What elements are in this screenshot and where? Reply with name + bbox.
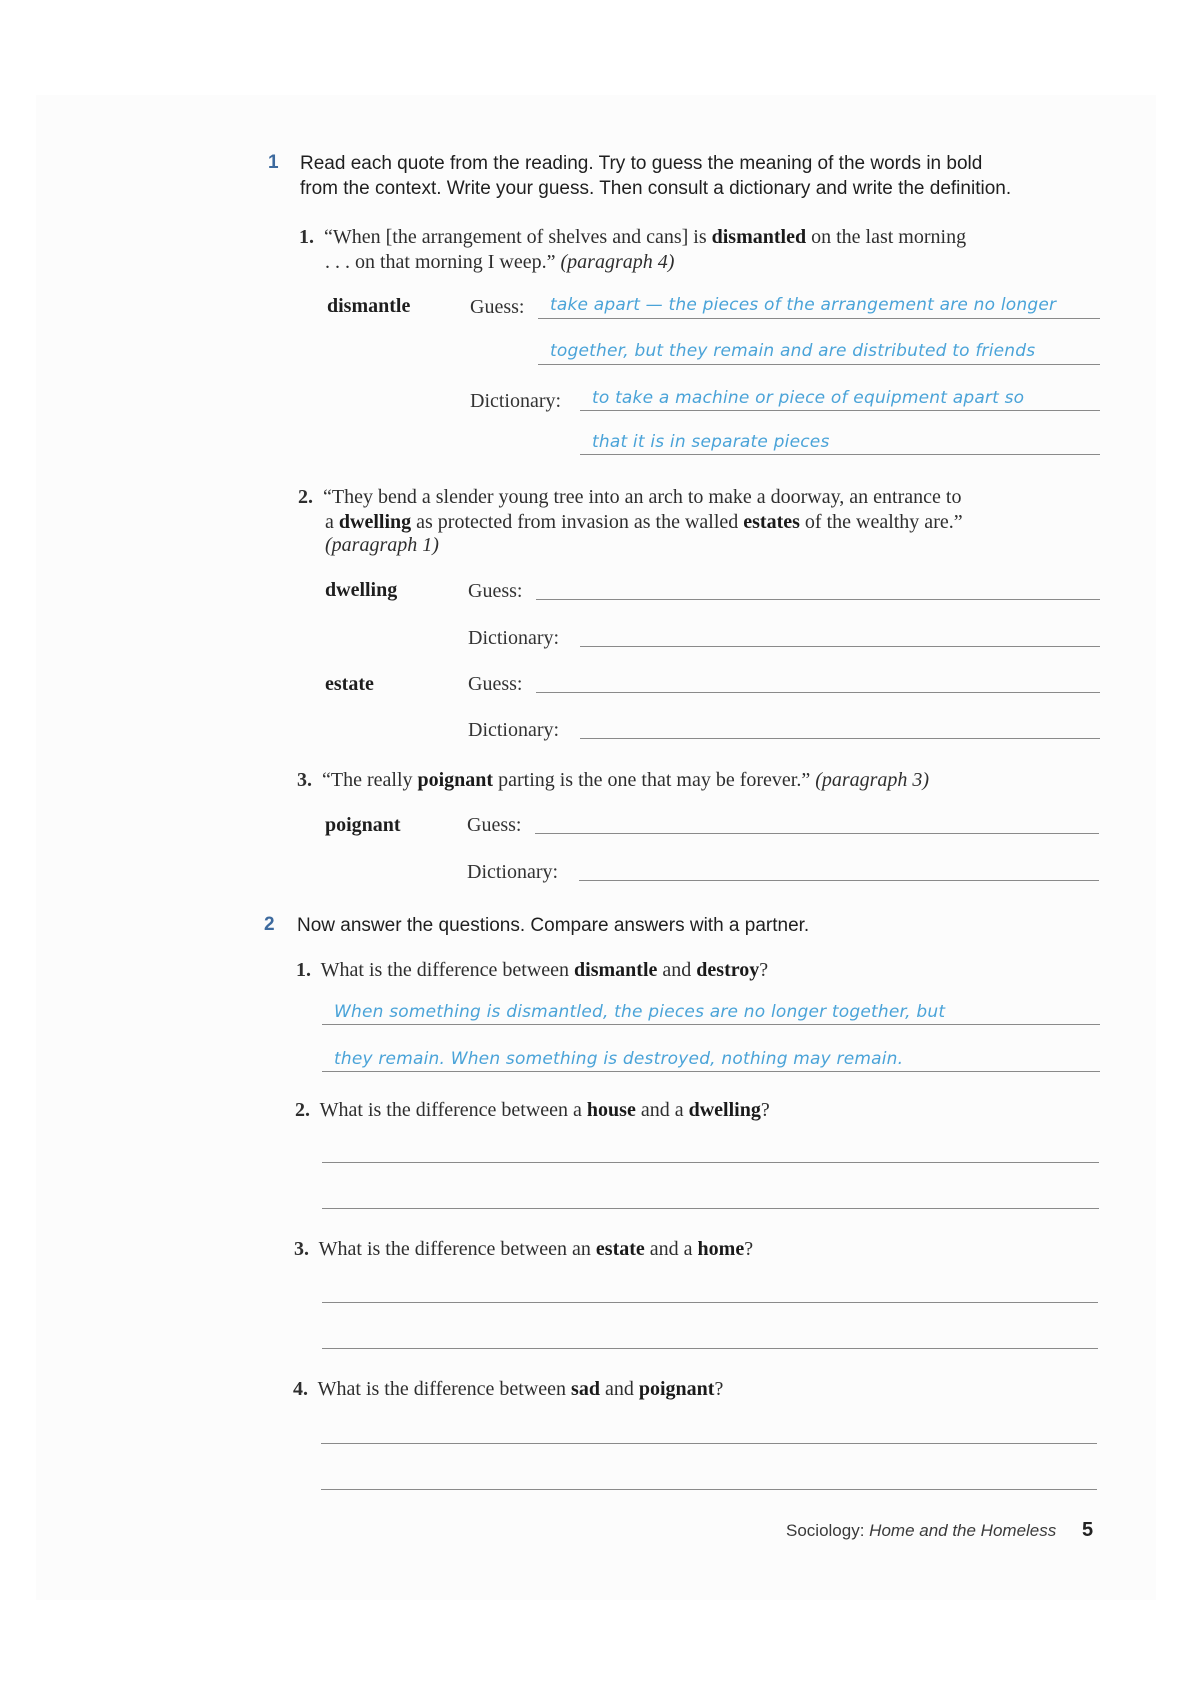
bold-term: dismantled [711,226,807,248]
item-1-quote-line1 [299,225,966,249]
guess-answer-line[interactable] [538,318,1100,319]
bold-term: house [586,1099,636,1121]
footer-subject: Sociology: [786,1521,870,1540]
dictionary-answer-line[interactable] [580,454,1100,455]
answer-line[interactable] [321,1489,1097,1490]
question-text: ? [714,1378,724,1400]
section-number-2: 2 [264,914,275,935]
handwritten-answer-line1: When something is dismantled, the pieces are no longer together, but [334,1002,946,1022]
bold-term: dwelling [688,1099,761,1121]
dictionary-answer-line[interactable] [580,646,1100,647]
vocab-word-dwelling: dwelling [325,579,398,601]
bold-term: poignant [638,1378,715,1400]
guess-answer-line[interactable] [538,364,1100,365]
question-text: What is the difference between [320,959,575,981]
guess-label: Guess: [467,814,522,836]
dictionary-answer-line[interactable] [579,880,1099,881]
handwritten-guess-line2: together, but they remain and are distributed to friends [550,341,1036,361]
footer-unit-title: Home and the Homeless [869,1521,1057,1540]
item-1-quote-line2 [325,250,674,274]
source-ref: (paragraph 4) [560,251,675,273]
handwritten-dictionary-line2: that it is in separate pieces [592,432,830,452]
vocab-word-poignant: poignant [325,814,401,836]
vocab-word-estate: estate [325,673,374,695]
quote-text: “The really [322,769,418,791]
question-number: 2. [295,1099,310,1121]
question-text: and a [635,1099,689,1121]
dictionary-label: Dictionary: [467,861,559,883]
guess-label: Guess: [468,580,523,602]
handwritten-dictionary-line1: to take a machine or piece of equipment apart so [592,388,1025,408]
section1-instruction-line2: from the context. Write your guess. Then consult a dictionary and write the definition. [300,178,1012,199]
answer-line[interactable] [322,1348,1098,1349]
section1-instruction-line1: Read each quote from the reading. Try to guess the meaning of the words in bold [300,153,983,174]
page-sheet [36,95,1156,1600]
item-number: 2. [298,486,313,508]
question-number: 4. [293,1378,308,1400]
guess-answer-line[interactable] [536,599,1100,600]
dictionary-answer-line[interactable] [580,410,1100,411]
quote-text: “When [the arrangement of shelves and cans] is [324,226,712,248]
item-number: 3. [297,769,312,791]
footer-title [786,1521,1056,1541]
dictionary-label: Dictionary: [470,390,562,412]
bold-term: dwelling [338,511,412,533]
question-number: 3. [294,1238,309,1260]
dictionary-answer-line[interactable] [580,738,1100,739]
handwritten-answer-line2: they remain. When something is destroyed, nothing may remain. [334,1049,904,1069]
handwritten-guess-line1: take apart — the pieces of the arrangement are no longer [550,295,1057,315]
question-text: and [599,1378,639,1400]
source-ref: (paragraph 1) [325,534,439,556]
bold-term: sad [571,1378,600,1400]
question-text: What is the difference between a [319,1099,587,1121]
source-ref: (paragraph 3) [815,769,930,791]
answer-line[interactable] [321,1443,1097,1444]
item-2-quote-line1 [298,485,961,509]
guess-label: Guess: [468,673,523,695]
item-number: 1. [299,226,314,248]
question-3 [294,1237,753,1261]
dictionary-label: Dictionary: [468,719,560,741]
answer-line[interactable] [322,1162,1099,1163]
guess-label: Guess: [470,296,525,318]
question-text: and [657,959,697,981]
guess-answer-line[interactable] [536,692,1100,693]
item-2-quote-line2 [325,510,963,534]
question-4 [293,1377,723,1401]
page-number: 5 [1082,1519,1094,1541]
question-text: ? [760,1099,770,1121]
bold-term: dismantle [574,959,658,981]
question-text: and a [644,1238,698,1260]
quote-text: . . . on that morning I weep.” [325,251,561,273]
answer-line[interactable] [322,1024,1100,1025]
question-text: What is the difference between an [318,1238,596,1260]
bold-term: estate [595,1238,645,1260]
item-3-quote [297,768,929,792]
quote-text: a [325,511,339,533]
question-text: What is the difference between [317,1378,572,1400]
bold-term: home [697,1238,745,1260]
quote-text: “They bend a slender young tree into an arch to make a doorway, an entrance to [323,486,962,508]
answer-line[interactable] [322,1208,1099,1209]
question-number: 1. [296,959,311,981]
question-text: ? [744,1238,754,1260]
section2-instruction: Now answer the questions. Compare answers with a partner. [297,915,810,936]
bold-term: estates [743,511,800,533]
dictionary-label: Dictionary: [468,627,560,649]
answer-line[interactable] [322,1302,1098,1303]
section-number-1: 1 [268,152,279,173]
quote-text: of the wealthy are.” [799,511,963,533]
quote-text: on the last morning [806,226,967,248]
bold-term: destroy [696,959,760,981]
answer-line[interactable] [322,1071,1100,1072]
question-text: ? [759,959,769,981]
quote-text: parting is the one that may be forever.” [493,769,816,791]
quote-text: as protected from invasion as the walled [411,511,744,533]
guess-answer-line[interactable] [535,833,1099,834]
question-1 [296,958,768,982]
vocab-word-dismantle: dismantle [327,295,411,317]
bold-term: poignant [417,769,494,791]
item-2-source [325,533,439,557]
question-2 [295,1098,770,1122]
